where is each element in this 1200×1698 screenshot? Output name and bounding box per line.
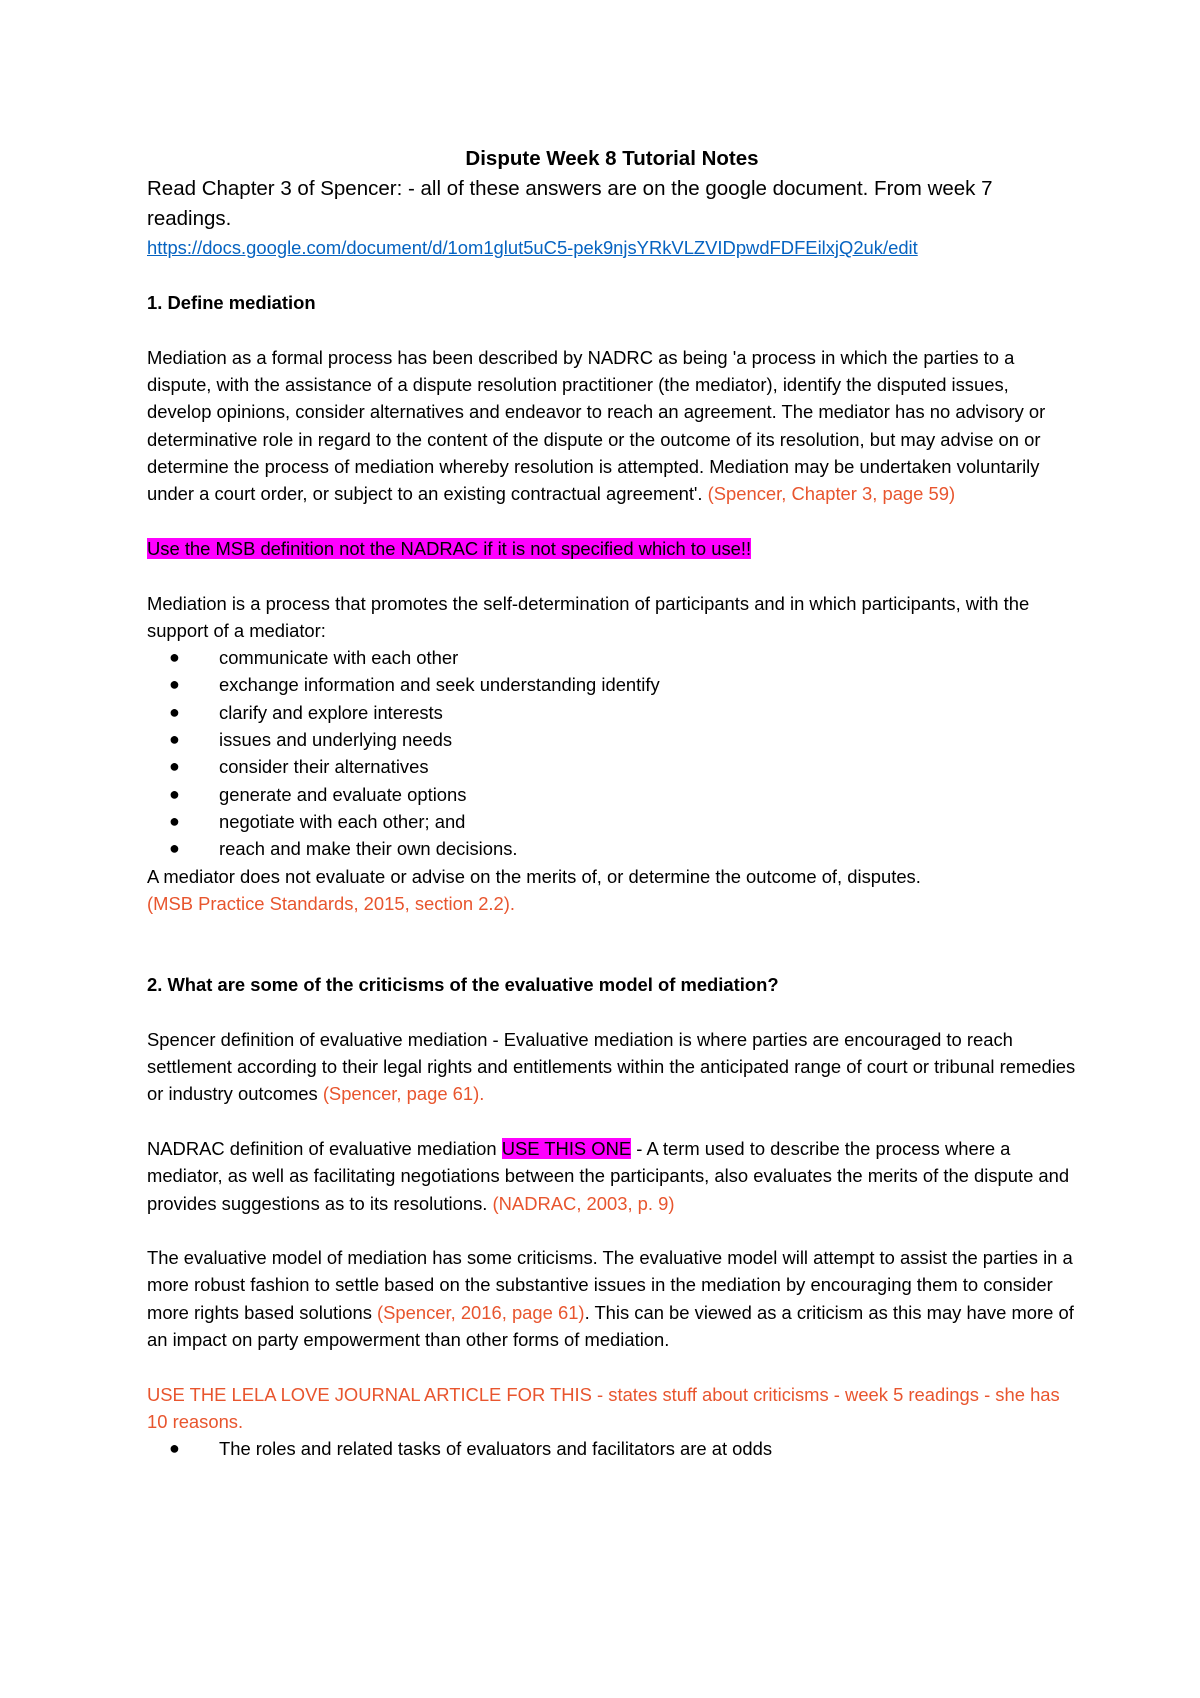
use-this-one-highlight: USE THIS ONE bbox=[501, 1137, 632, 1159]
document-title: Dispute Week 8 Tutorial Notes bbox=[465, 147, 759, 170]
intro-text: Read Chapter 3 of Spencer: - all of these answers are on the google document. From week 7 readings. bbox=[147, 177, 993, 230]
criticism-citation: (Spencer, 2016, page 61) bbox=[377, 1301, 585, 1323]
bullet-icon: ● bbox=[169, 1438, 180, 1459]
lela-love-note: USE THE LELA LOVE JOURNAL ARTICLE FOR THIS - states stuff about criticisms - week 5 readings - she has 10 reasons. bbox=[147, 1383, 1060, 1432]
list-item: ● consider their alternatives bbox=[147, 753, 1077, 780]
q2-heading: 2. What are some of the criticisms of the evaluative model of mediation? bbox=[147, 974, 779, 996]
list-item: ● reach and make their own decisions. bbox=[147, 835, 1077, 862]
q1-paragraph-citation: (Spencer, Chapter 3, page 59) bbox=[707, 483, 956, 505]
list-item: ● clarify and explore interests bbox=[147, 699, 1077, 726]
q1-heading: 1. Define mediation bbox=[147, 292, 316, 314]
spencer-definition: Spencer definition of evaluative mediation - Evaluative mediation is where parties are encouraged to reach settlement according to their legal rights and entitlements within the anticipated range of court or tribunal remedies or industry outcomes (Spencer, page 61). bbox=[147, 1028, 1076, 1105]
msb-definition: Mediation is a process that promotes the self-determination of participants and in which participants, with the support of a mediator: bbox=[147, 592, 1030, 641]
bullet-icon: ● bbox=[169, 647, 180, 668]
bullet-icon: ● bbox=[169, 701, 180, 722]
bullet-icon: ● bbox=[169, 729, 180, 750]
nadrac-citation: (NADRAC, 2003, p. 9) bbox=[492, 1192, 675, 1214]
criticism-paragraph: The evaluative model of mediation has some criticisms. The evaluative model will attempt to assist the parties in a more robust fashion to settle based on the substantive issues in the mediation by encouraging them to consider more rights based solutions (Spencer, 2016, page 61). This can be viewed as a criticism as this may have more of an impact on party empowerment than other forms of mediation. bbox=[147, 1247, 1074, 1350]
list-item: ● issues and underlying needs bbox=[147, 726, 1077, 753]
bullet-icon: ● bbox=[169, 810, 180, 831]
bullet-icon: ● bbox=[169, 783, 180, 804]
q1-paragraph bbox=[147, 344, 1077, 508]
bullet-icon: ● bbox=[169, 838, 180, 859]
list-item: ● generate and evaluate options bbox=[147, 781, 1077, 808]
mediator-role-text: A mediator does not evaluate or advise on the merits of, or determine the outcome of, disputes. bbox=[147, 865, 921, 887]
nadrac-definition: NADRAC definition of evaluative mediation USE THIS ONE - A term used to describe the process where a mediator, as well as facilitating negotiations between the participants, also evaluates the merits of the dispute and provides suggestions as to its resolutions. (NADRAC, 2003, p. 9) bbox=[147, 1137, 1070, 1214]
list-item: ● The roles and related tasks of evaluators and facilitators are at odds bbox=[147, 1435, 1077, 1462]
bullet-icon: ● bbox=[169, 674, 180, 695]
criticism-bullet-list bbox=[147, 1435, 1077, 1462]
document-page bbox=[147, 144, 1077, 1462]
msb-highlight-note: Use the MSB definition not the NADRAC if it is not specified which to use!! bbox=[147, 537, 752, 559]
q1-paragraph-text: Mediation as a formal process has been described by NADRC as being 'a process in which the parties to a dispute, with the assistance of a dispute resolution practitioner (the mediator), identify the disputed issues, develop opinions, consider alternatives and endeavor to reach an agreement. The mediator has no advisory or determinative role in regard to the content of the dispute or the outcome of its resolution, but may advise on or determine the process of mediation whereby resolution is attempted. Mediation may be undertaken voluntarily under a court order, or subject to an existing contractual agreement'. bbox=[147, 346, 1046, 505]
msb-bullet-list bbox=[147, 644, 1077, 862]
msb-citation: (MSB Practice Standards, 2015, section 2.2). bbox=[147, 892, 515, 914]
bullet-icon: ● bbox=[169, 756, 180, 777]
google-doc-link[interactable]: https://docs.google.com/document/d/1om1glut5uC5-pek9njsYRkVLZVIDpwdFDFEilxjQ2uk/edit bbox=[147, 237, 918, 258]
list-item: ● exchange information and seek understanding identify bbox=[147, 671, 1077, 698]
list-item: ● negotiate with each other; and bbox=[147, 808, 1077, 835]
spencer-citation: (Spencer, page 61). bbox=[322, 1083, 485, 1105]
list-item: ● communicate with each other bbox=[147, 644, 1077, 671]
